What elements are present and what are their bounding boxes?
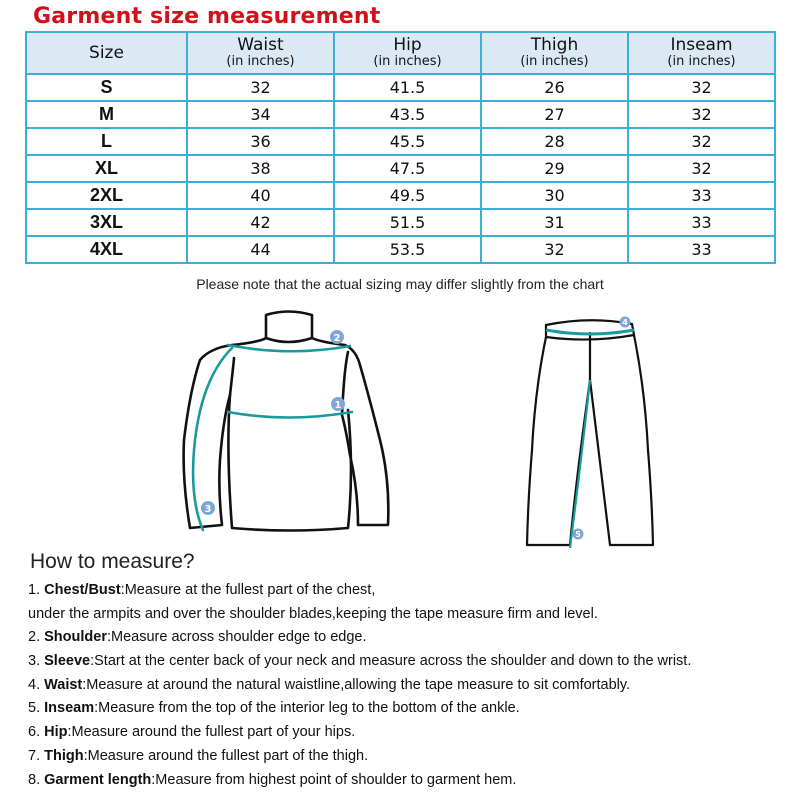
- inseam-cell: 32: [628, 74, 775, 101]
- table-row: [26, 74, 775, 101]
- size-cell: 3XL: [26, 209, 187, 236]
- step-term: Thigh: [44, 747, 84, 764]
- header-label: Size: [89, 42, 124, 63]
- step-number: 2.: [28, 629, 45, 646]
- hip-cell: 49.5: [334, 182, 481, 209]
- svg-text:2: 2: [333, 333, 341, 344]
- measure-instructions: [28, 582, 691, 795]
- thigh-cell: 31: [481, 209, 628, 236]
- header-unit: (in inches): [373, 54, 442, 69]
- hip-cell: 45.5: [334, 128, 481, 155]
- step-text: :Measure from the top of the interior leg to the bottom of the ankle.: [94, 700, 520, 717]
- thigh-cell: 29: [481, 155, 628, 182]
- step-number: 5.: [28, 700, 45, 717]
- step-term: Sleeve: [44, 653, 91, 670]
- inseam-cell: 33: [628, 236, 775, 263]
- size-cell: 4XL: [26, 236, 187, 263]
- table-row: [26, 236, 775, 263]
- table-header-row: [26, 32, 775, 74]
- waist-cell: 36: [187, 128, 334, 155]
- step-text: :Measure around the fullest part of the thigh.: [83, 747, 369, 764]
- header-hip: [334, 32, 481, 74]
- step-term: Inseam: [44, 700, 95, 717]
- header-label: Waist: [237, 35, 284, 55]
- thigh-cell: 26: [481, 74, 628, 101]
- instruction-item: [28, 653, 691, 677]
- header-unit: (in inches): [667, 54, 736, 69]
- instruction-item: [28, 700, 691, 724]
- thigh-cell: 30: [481, 182, 628, 209]
- hip-cell: 47.5: [334, 155, 481, 182]
- header-thigh: [481, 32, 628, 74]
- inseam-cell: 33: [628, 209, 775, 236]
- hip-cell: 53.5: [334, 236, 481, 263]
- waist-cell: 40: [187, 182, 334, 209]
- step-text: :Measure across shoulder edge to edge.: [106, 629, 367, 646]
- step-text: under the armpits and over the shoulder blades,keeping the tape measure firm and level.: [28, 605, 598, 622]
- thigh-cell: 28: [481, 128, 628, 155]
- header-label: Hip: [393, 35, 422, 55]
- size-cell: XL: [26, 155, 187, 182]
- page-title: Garment size measurement: [33, 4, 381, 29]
- svg-text:3: 3: [204, 504, 212, 515]
- instruction-item: [28, 677, 691, 701]
- step-text: :Measure around the fullest part of your hips.: [67, 724, 356, 741]
- header-size: [26, 32, 187, 74]
- svg-text:1: 1: [334, 400, 342, 411]
- size-cell: 2XL: [26, 182, 187, 209]
- svg-text:4: 4: [622, 318, 628, 327]
- instruction-item: [28, 724, 691, 748]
- step-number: 7.: [28, 747, 45, 764]
- hip-cell: 41.5: [334, 74, 481, 101]
- step-term: Chest/Bust: [44, 582, 121, 598]
- step-term: Hip: [44, 724, 68, 741]
- thigh-cell: 27: [481, 101, 628, 128]
- step-term: Shoulder: [44, 629, 107, 646]
- instruction-item: [28, 748, 691, 772]
- waist-cell: 42: [187, 209, 334, 236]
- step-number: 8.: [28, 771, 45, 788]
- instruction-item: [28, 606, 691, 630]
- waist-cell: 34: [187, 101, 334, 128]
- step-text: :Measure at around the natural waistline,allowing the tape measure to sit comfortably.: [82, 676, 631, 693]
- inseam-cell: 32: [628, 128, 775, 155]
- table-row: [26, 101, 775, 128]
- table-row: [26, 155, 775, 182]
- header-waist: [187, 32, 334, 74]
- step-number: 4.: [28, 676, 45, 693]
- waist-cell: 44: [187, 236, 334, 263]
- header-unit: (in inches): [226, 54, 295, 69]
- step-term: Waist: [44, 676, 83, 693]
- instruction-item: [28, 629, 691, 653]
- pants-diagram-icon: [510, 300, 660, 550]
- table-row: [26, 182, 775, 209]
- step-text: :Start at the center back of your neck and measure across the shoulder and down to the wrist.: [90, 653, 692, 670]
- size-cell: L: [26, 128, 187, 155]
- inseam-cell: 33: [628, 182, 775, 209]
- step-number: 3.: [28, 653, 45, 670]
- table-row: [26, 128, 775, 155]
- waist-cell: 32: [187, 74, 334, 101]
- instruction-item: [28, 582, 691, 606]
- header-label: Inseam: [670, 35, 733, 55]
- sizing-disclaimer: Please note that the actual sizing may differ slightly from the chart: [196, 276, 604, 292]
- step-text: :Measure from highest point of shoulder to garment hem.: [151, 771, 517, 788]
- size-cell: M: [26, 101, 187, 128]
- shirt-diagram-icon: [170, 300, 430, 540]
- header-inseam: [628, 32, 775, 74]
- step-number: 6.: [28, 724, 45, 741]
- step-term: Garment length: [44, 771, 152, 788]
- size-chart-table: [25, 31, 776, 264]
- inseam-cell: 32: [628, 155, 775, 182]
- thigh-cell: 32: [481, 236, 628, 263]
- table-row: [26, 209, 775, 236]
- header-unit: (in inches): [520, 54, 589, 69]
- size-cell: S: [26, 74, 187, 101]
- instruction-item: [28, 772, 691, 796]
- hip-cell: 51.5: [334, 209, 481, 236]
- how-to-measure-heading: How to measure?: [30, 550, 195, 573]
- step-number: 1.: [28, 582, 45, 598]
- step-text: :Measure at the fullest part of the chest,: [120, 582, 376, 598]
- hip-cell: 43.5: [334, 101, 481, 128]
- waist-cell: 38: [187, 155, 334, 182]
- svg-text:5: 5: [575, 530, 581, 539]
- header-label: Thigh: [530, 35, 579, 55]
- inseam-cell: 32: [628, 101, 775, 128]
